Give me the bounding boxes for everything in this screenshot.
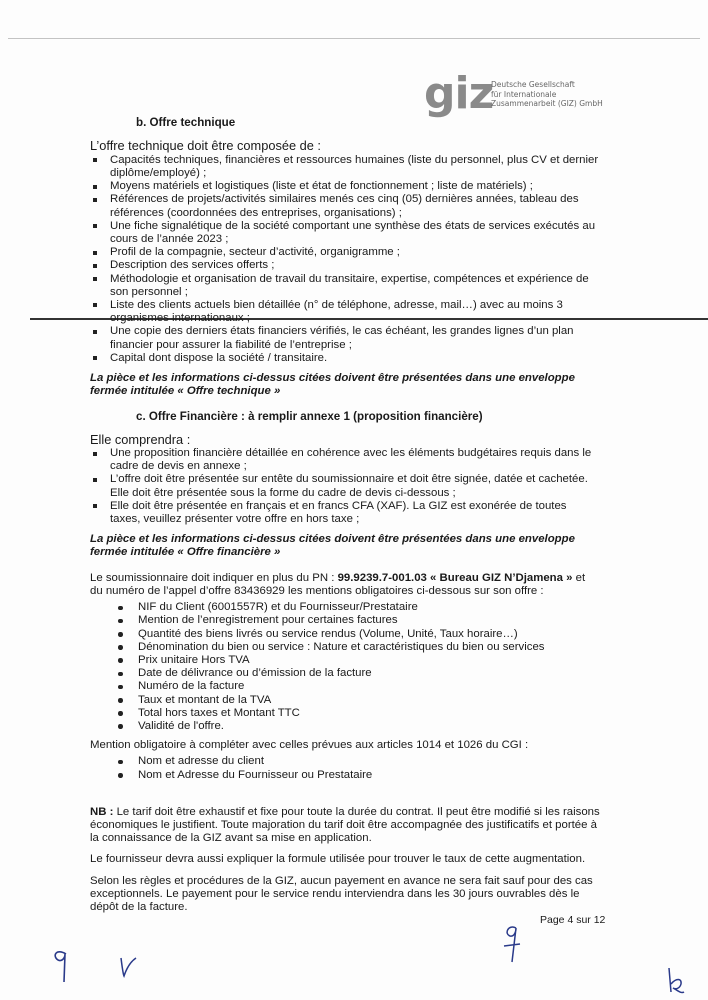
list-item: Méthodologie et organisation de travail du transitaire, expertise, compétences et expérience de son personnel ;	[90, 273, 600, 299]
mentions-intro: Le soumissionnaire doit indiquer en plus du PN : 99.9239.7-001.03 « Bureau GIZ N’Djamena » et du numéro de l’appel d’offre 83436929 les mentions obligatoires ci-dessous sur son offre :	[90, 571, 586, 597]
list-item: Nom et adresse du client	[116, 755, 600, 768]
list-item: Quantité des biens livrés ou service rendus (Volume, Unité, Taux horaire…)	[116, 628, 600, 641]
nb-paragraph: NB : Le tarif doit être exhaustif et fixe pour toute la durée du contrat. Il peut être modifié si les raisons économiques le justifient. Toute majoration du tarif doit être accompagnée des justificatifs et portée à la connaissance de la GIZ avant sa mise en application.	[90, 805, 600, 845]
giz-logo-text: Deutsche Gesellschaft für Internationale Zusammenarbeit (GIZ) GmbH	[491, 80, 603, 108]
list-item: Capital dont dispose la société / transitaire.	[90, 352, 600, 365]
page-number: Page 4 sur 12	[540, 914, 606, 926]
list-item: Total hors taxes et Montant TTC	[116, 707, 600, 720]
list-item: Liste des clients actuels bien détaillée (n° de téléphone, adresse, mail…) avec au moins 3 organismes internationaux ;	[90, 299, 600, 325]
list-item: Capacités techniques, financières et ressources humaines (liste du personnel, plus CV et dernier diplôme/employé) ;	[90, 154, 600, 180]
list-item: Prix unitaire Hors TVA	[116, 654, 600, 667]
cgi-list	[116, 755, 600, 781]
cgi-intro: Mention obligatoire à compléter avec celles prévues aux articles 1014 et 1026 du CGI :	[90, 739, 529, 752]
list-item: Moyens matériels et logistiques (liste et état de fonctionnement ; liste de matériels) ;	[90, 180, 600, 193]
payment-paragraph: Selon les règles et procédures de la GIZ, aucun payement en avance ne sera fait sauf pour des cas exceptionnels. Le payement pour le service rendu interviendra dans les 30 jours ouvrables dès le dépôt de la facture.	[90, 874, 593, 913]
giz-logo-mark: giz	[424, 68, 494, 119]
section-b-heading: b. Offre technique	[136, 116, 236, 129]
list-item: Date de délivrance ou d’émission de la facture	[116, 667, 600, 680]
section-c-list	[90, 447, 600, 526]
scan-line-top	[8, 38, 700, 39]
formula-paragraph: Le fournisseur devra aussi expliquer la formule utilisée pour trouver le taux de cette augmentation.	[90, 853, 586, 866]
section-c-note: La pièce et les informations ci-dessus citées doivent être présentées dans une enveloppe fermée intitulée « Offre financière »	[90, 533, 575, 559]
list-item: NIF du Client (6001557R) et du Fournisseur/Prestataire	[116, 601, 600, 614]
list-item: Une copie des derniers états financiers vérifiés, le cas échéant, les grandes lignes d’un plan financier pour assurer la fiabilité de l’entreprise ;	[90, 325, 600, 351]
list-item: Validité de l'offre.	[116, 720, 600, 733]
section-b-intro: L’offre technique doit être composée de :	[90, 138, 321, 154]
handwritten-initial-4	[664, 966, 688, 996]
list-item: Profil de la compagnie, secteur d’activité, organigramme ;	[90, 246, 600, 259]
list-item: Références de projets/activités similaires menés ces cinq (05) dernières années, tableau des références (coordonnées des entreprises, organisations) ;	[90, 193, 600, 219]
handwritten-initial-1	[50, 946, 72, 986]
section-b-note: La pièce et les informations ci-dessus citées doivent être présentées dans une enveloppe fermée intitulée « Offre technique »	[90, 371, 575, 398]
section-c-heading: c. Offre Financière : à remplir annexe 1 (proposition financière)	[136, 410, 483, 424]
handwritten-initial-2	[118, 954, 140, 980]
mentions-list	[116, 601, 600, 733]
handwritten-initial-3	[500, 922, 524, 968]
list-item: Dénomination du bien ou service : Nature et caractéristiques du bien ou services	[116, 641, 600, 654]
list-item: Nom et Adresse du Fournisseur ou Prestataire	[116, 769, 600, 782]
list-item: Description des services offerts ;	[90, 259, 600, 272]
list-item: Taux et montant de la TVA	[116, 694, 600, 707]
section-b-list	[90, 154, 600, 365]
list-item: Elle doit être présentée en français et en francs CFA (XAF). La GIZ est exonérée de toutes taxes, veuillez présenter votre offre en hors taxe ;	[90, 500, 600, 526]
list-item: Une fiche signalétique de la société comportant une synthèse des états de services exécutés au cours de l’année 2023 ;	[90, 220, 600, 246]
list-item: Mention de l’enregistrement pour certaines factures	[116, 614, 600, 627]
section-c-intro: Elle comprendra :	[90, 431, 191, 447]
document-body	[90, 116, 600, 914]
list-item: Numéro de la facture	[116, 680, 600, 693]
list-item: Une proposition financière détaillée en cohérence avec les éléments budgétaires requis dans le cadre de devis en annexe ;	[90, 447, 600, 473]
list-item: L’offre doit être présentée sur entête du soumissionnaire et doit être signée, datée et cachetée. Elle doit être présentée sous la forme du cadre de devis ci-dessous ;	[90, 473, 600, 499]
